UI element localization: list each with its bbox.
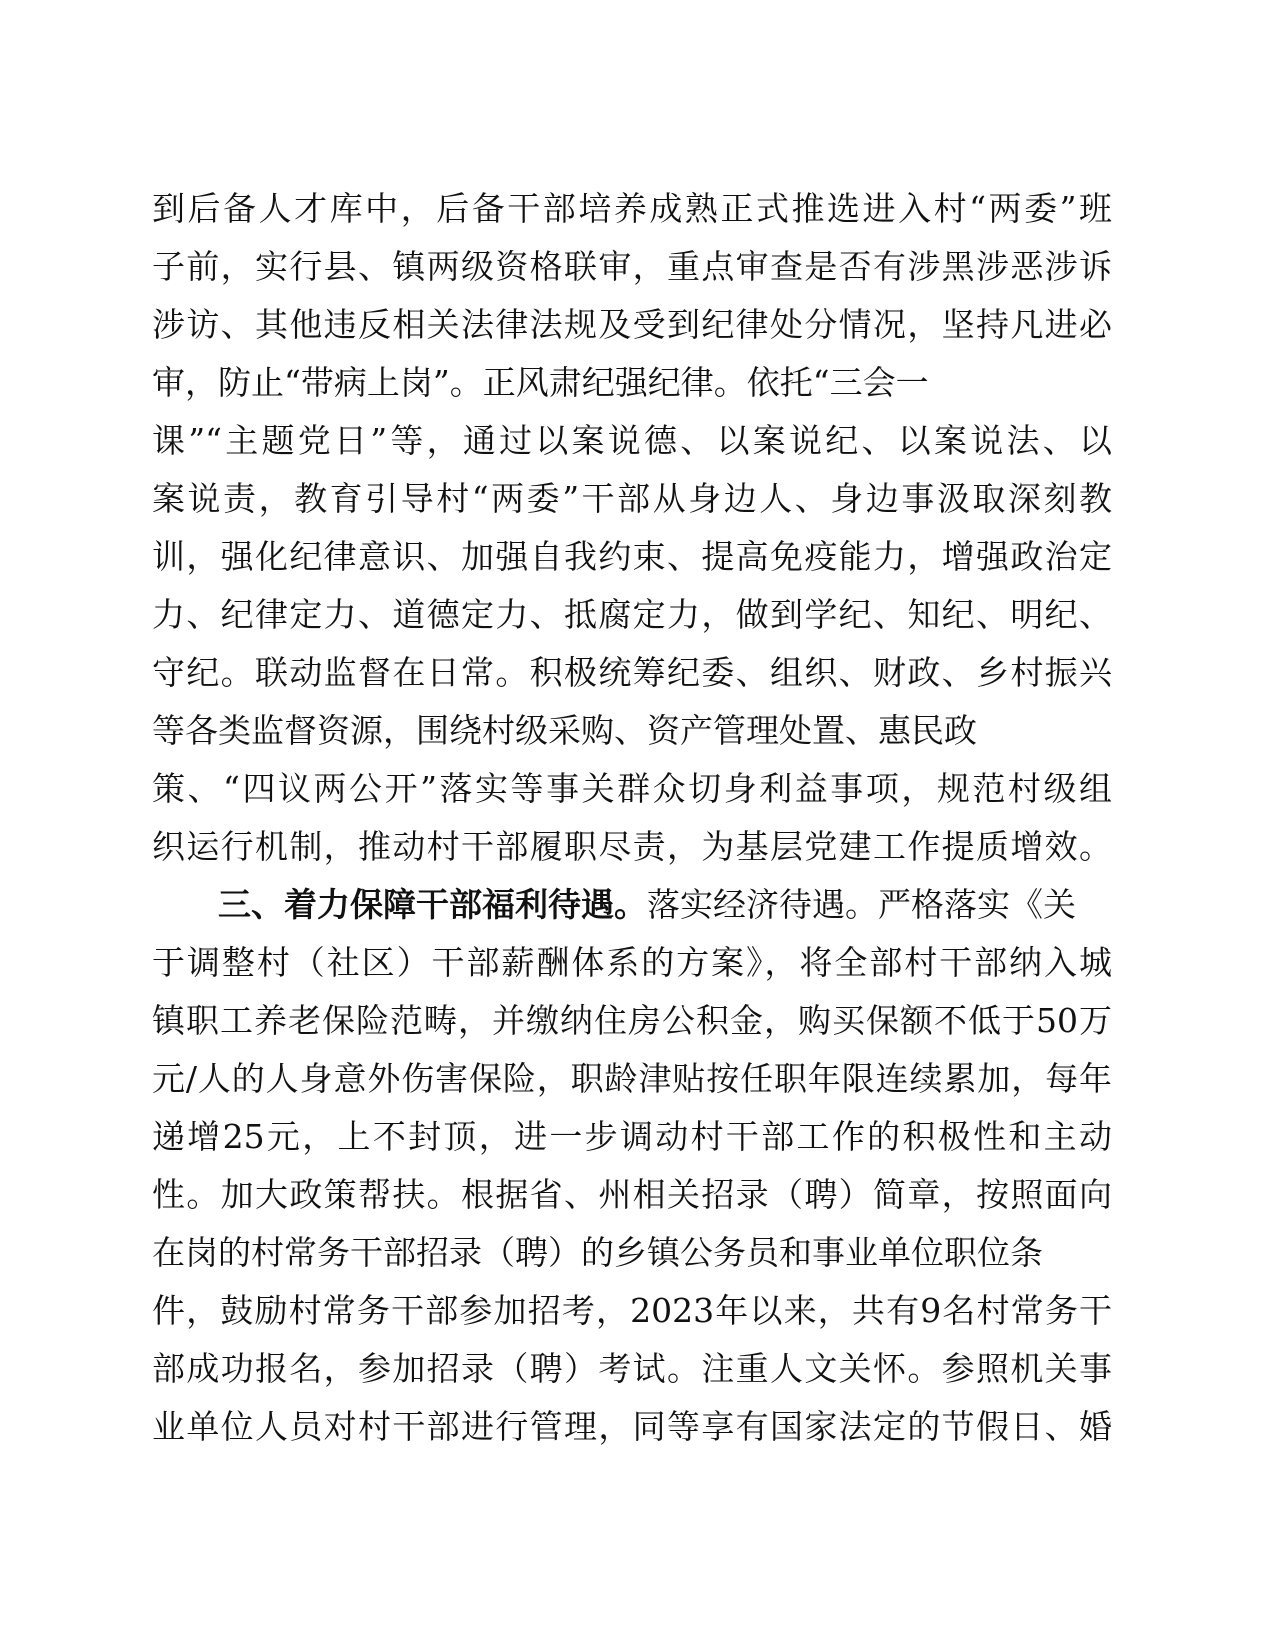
- text-line: 等各类监督资源，围绕村级采购、资产管理处置、惠民政: [152, 711, 977, 750]
- text-line: 织运行机制，推动村干部履职尽责，为基层党建工作提质增效。: [152, 827, 1112, 866]
- text-line: 性。加大政策帮扶。根据省、州相关招录（聘）简章，按照面向: [152, 1175, 1112, 1214]
- text-line: 策、“四议两公开”落实等事关群众切身利益事项，规范村级组: [152, 769, 1112, 808]
- text-line: 递增25元，上不封顶，进一步调动村干部工作的积极性和主动: [152, 1117, 1112, 1156]
- text-line: 件，鼓励村常务干部参加招考，2023年以来，共有9名村常务干: [152, 1291, 1112, 1330]
- text-line: 镇职工养老保险范畴，并缴纳住房公积金，购买保额不低于50万: [152, 1001, 1112, 1040]
- text-line: 部成功报名，参加招录（聘）考试。注重人文关怀。参照机关事: [152, 1349, 1112, 1388]
- text-line: 元/人的人身意外伤害保险，职龄津贴按任职年限连续累加，每年: [152, 1059, 1112, 1098]
- text-line: 子前，实行县、镇两级资格联审，重点审查是否有涉黑涉恶涉诉: [152, 247, 1112, 286]
- text-line: 力、纪律定力、道德定力、抵腐定力，做到学纪、知纪、明纪、: [152, 595, 1112, 634]
- section-3-first-line-text: 落实经济待遇。严格落实《关: [647, 885, 1076, 924]
- text-line: 课”“主题党日”等，通过以案说德、以案说纪、以案说法、以: [152, 421, 1112, 460]
- text-line: 在岗的村常务干部招录（聘）的乡镇公务员和事业单位职位条: [152, 1233, 1043, 1272]
- text-line: 守纪。联动监督在日常。积极统筹纪委、组织、财政、乡村振兴: [152, 653, 1112, 692]
- text-line: 训，强化纪律意识、加强自我约束、提高免疫能力，增强政治定: [152, 537, 1112, 576]
- section-3-first-line: [152, 876, 1112, 934]
- text-line: 业单位人员对村干部进行管理，同等享有国家法定的节假日、婚: [152, 1407, 1112, 1446]
- text-line: 涉访、其他违反相关法律法规及受到纪律处分情况，坚持凡进必: [152, 305, 1112, 344]
- text-line: 于调整村（社区）干部薪酬体系的方案》，将全部村干部纳入城: [152, 943, 1112, 982]
- text-line: 审，防止“带病上岗”。正风肃纪强纪律。依托“三会一: [152, 363, 929, 402]
- text-line: 到后备人才库中，后备干部培养成熟正式推选进入村“两委”班: [152, 189, 1112, 228]
- document-body: [152, 180, 1112, 1456]
- text-line: 案说责，教育引导村“两委”干部从身边人、身边事汲取深刻教: [152, 479, 1112, 518]
- section-3-heading: 三、着力保障干部福利待遇。: [218, 885, 647, 924]
